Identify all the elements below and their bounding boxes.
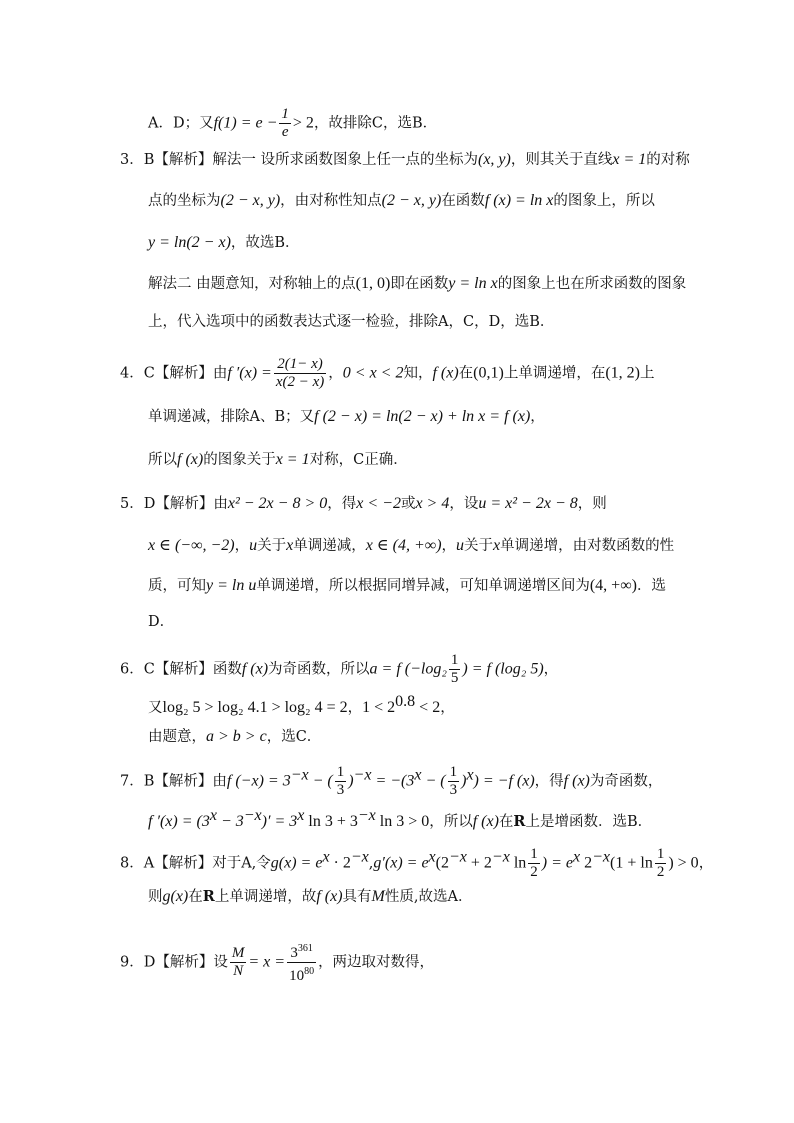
solution-3-line-2: 点的坐标为(2 − x, y)，由对称性知点(2 − x, y)在函数f (x) = ln x的图象上，所以 xyxy=(148,192,655,209)
solution-line-2-tail xyxy=(148,106,437,141)
fraction: $\frac{M}{N}$ xyxy=(231,945,245,979)
solution-3-line-1: 3．B【解析】解法一 设所求函数图象上任一点的坐标为(x, y)，则其关于直线x = 1的对称 xyxy=(120,151,690,168)
solution-9-line-1: 9．D【解析】设 $\frac{M}{N}$ = x = $\frac{3^{361}}{10^{80}}$ ，两边取对数得， xyxy=(120,940,434,985)
solution-8-line-1: 8．A【解析】对于A,令$g(x) = e^x \cdot 2^{-x},g'(x) = e^x(2^{-x} + 2^{-x}$ ln $\frac{1}{2}$ ) = $e^x$ $2^{-x}(1 + \ln$ $\frac{1}{2}$ ) > 0， xyxy=(120,846,714,880)
solution-3-line-5: 上，代入选项中的函数表达式逐一检验，排除A，C，D，选B． xyxy=(148,314,555,330)
solution-4-line-3: 所以f (x)的图象关于x = 1对称，C正确． xyxy=(148,451,408,468)
solution-3-line-3: y = ln(2 − x)，故选B． xyxy=(148,234,300,251)
solution-6-line-1: 6．C【解析】函数f (x)为奇函数，所以a = f (−log₂ $\frac{1}{5}$ ) = f (log₂ 5)， xyxy=(120,652,559,686)
solution-5-line-2: x ∈ (−∞, −2)，u关于x单调递减，x ∈ (4, +∞)，u关于x单调递增，由对数函数的性 xyxy=(148,537,675,554)
fraction: $\frac{3^{361}}{10^{80}}$ xyxy=(287,940,316,985)
fraction: $\frac{1}{2}$ xyxy=(656,846,665,880)
fraction: $\frac{1}{e}$ xyxy=(281,106,289,140)
solution-5-line-4: D． xyxy=(148,614,175,630)
fraction: $\frac{1}{3}$ xyxy=(449,764,458,798)
fraction: $\frac{1}{3}$ xyxy=(336,764,345,798)
solution-4-line-2: 单调递减，排除A、B；又f (2 − x) = ln(2 − x) + ln x = f (x)， xyxy=(148,408,545,425)
fraction: $\frac{1}{5}$ xyxy=(450,652,459,686)
text: ，故排除C，选B． xyxy=(313,115,438,132)
solution-8-line-2: 则g(x)在R上单调递增，故f (x)具有M性质,故选A． xyxy=(148,888,473,905)
solution-7-line-1: 7．B【解析】由f $(-x) = 3^{-x}$ − ( $\frac{1}{3}$ )$^{-x} = -(3^x$ − ( $\frac{1}{3}$ )$^x$) = −f (x)，得f (x)为奇函数， xyxy=(120,764,663,798)
solution-5-line-1: 5．D【解析】由x² − 2x − 8 > 0，得x < −2或x > 4，设u = x² − 2x − 8，则 xyxy=(120,495,607,512)
math: > 2 xyxy=(292,114,314,132)
math: f(1) = e − xyxy=(213,114,278,132)
text: A．D；又 xyxy=(148,115,214,132)
solution-5-line-3: 质，可知y = ln u单调递增，所以根据同增异减，可知单调递增区间为(4, +∞)．选 xyxy=(148,577,666,594)
solution-6-line-2: 又log₂ 5 > log₂ 4.1 > log₂ 4 = 2，$1 < 2^{0.8} < 2$， xyxy=(148,693,455,716)
fraction: $\frac{1}{2}$ xyxy=(530,846,538,880)
solution-7-line-2: f $'(x) = (3^x - 3^{-x})' = 3^x$ $\ln 3 + 3^{-x}$ ln 3 > 0，所以f (x)在R上是增函数．选B． xyxy=(148,807,653,830)
fraction: $\frac{2(1- x)}{x(2 - x)}$ xyxy=(275,356,325,390)
solution-6-line-3: 由题意，a > b > c，选C． xyxy=(148,728,322,745)
solution-4-line-1: 4．C【解析】由f ′(x) = $\frac{2(1- x)}{x(2 - x)}$ ，0 < x < 2知，f (x)在(0,1)上单调递增，在(1, 2)上 xyxy=(120,356,655,390)
solution-3-line-4: 解法二 由题意知，对称轴上的点(1, 0)即在函数y = ln x的图象上也在所求函数的图象 xyxy=(148,275,687,292)
